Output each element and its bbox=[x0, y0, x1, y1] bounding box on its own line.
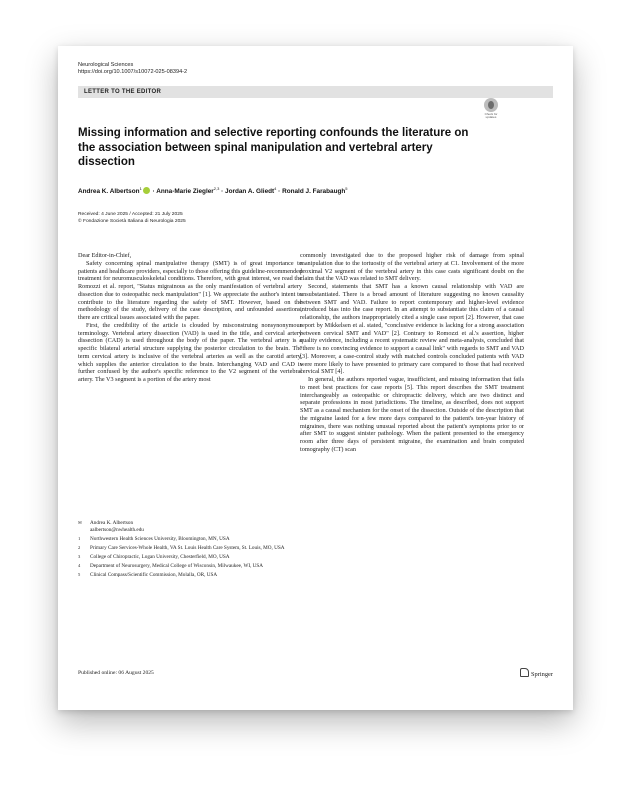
affiliation-number: 1 bbox=[78, 535, 81, 541]
author-affiliation-ref: 5 bbox=[345, 186, 348, 191]
body-paragraph: In general, the authors reported vague, insufficient, and missing information that fails to meet best practices for case reports [5]. This report describes the SMT treatment interchangeably as osteopathic or chiropractic delivery, which are two distinct and separate professions in most jurisdictions. The timeline, as described, does not support SMT as a causal mechanism for the onset of the dissection. Outside of the description that the migraine lasted for a few more days compared to the patient's ten-year history of migraines, there was nothing unusual reported about the patient's symptoms prior to or after SMT to suggest sinister pathology. When the patient presented to the emergency room after three days of persistent migraine, the examination and brain computed tomography (CT) scan bbox=[300, 376, 524, 453]
affiliation-item bbox=[78, 536, 302, 543]
corresponding-author bbox=[78, 520, 302, 533]
body-paragraph: commonly investigated due to the proposed higher risk of damage from spinal manipulation due to the tortuosity of the vertebral artery at C1. Involvement of the more proximal V2 segment of the vertebral artery in this case casts significant doubt on the claim that the VAD was related to SMT delivery. bbox=[300, 252, 524, 283]
body-paragraph: First, the credibility of the article is clouded by misconstruing nonsynonymous terminology. Vertebral artery dissection (VAD) is used in the title, and cervical artery dissection (CAD) is used throughout the body of the paper. The vertebral artery is a specific bilateral arterial structure supplying the posterior circulation to the brain. The term cervical artery is inclusive of the vertebral arteries as well as the carotid artery, which supplies the anterior circulation to the brain. Interchanging VAD and CAD is further confused by the author's specific reference to the V2 segment of the vertebral artery. The V3 segment is a portion of the artery most bbox=[78, 321, 302, 383]
article-type-banner: LETTER TO THE EDITOR bbox=[78, 86, 553, 98]
affiliation-number: 5 bbox=[78, 571, 81, 577]
publisher-logo bbox=[520, 668, 553, 678]
author-affiliation-ref: 2,3 bbox=[213, 186, 220, 191]
affiliation-text: Department of Neurosurgery, Medical College of Wisconsin, Milwaukee, WI, USA bbox=[90, 562, 264, 569]
body-paragraph: Safety concerning spinal manipulative therapy (SMT) is of great importance to patients and healthcare providers, especially to those offering this guideline-recommended treatment for neuromusculoskeletal conditions. Therefore, with great interest, we read the Romozzi et al. report, "Status migrainous as the only manifestation of vertebral artery dissection due to osteopathic neck manipulation" [1]. We appreciate the author's intent to contribute to the literature regarding the safety of SMT. However, based on the methodology of the study, delivery of the case description, and unfounded assertions, there are critical issues associated with the paper. bbox=[78, 259, 302, 321]
body-column-left bbox=[78, 252, 302, 384]
affiliation-item bbox=[78, 563, 302, 570]
affiliation-item bbox=[78, 545, 302, 552]
journal-name: Neurological Sciences bbox=[78, 62, 134, 68]
corresponding-email[interactable]: aalbertson@nwhealth.edu bbox=[90, 526, 144, 533]
affiliation-text: Primary Care Services-Whole Health, VA St. Louis Health Care System, St. Louis, MO, USA bbox=[90, 544, 285, 551]
check-for-updates-badge[interactable] bbox=[482, 98, 500, 120]
paper-page bbox=[58, 46, 573, 710]
corresponding-name: Andrea K. Albertson bbox=[90, 520, 134, 526]
journal-header bbox=[78, 62, 187, 76]
salutation: Dear Editor-in-Chief, bbox=[78, 252, 132, 259]
springer-horse-icon bbox=[520, 668, 529, 677]
check-updates-label: Check for updates bbox=[484, 112, 498, 120]
affiliation-text: College of Chiropractic, Logan University, Chesterfield, MO, USA bbox=[90, 553, 230, 560]
affiliations-block bbox=[78, 520, 302, 581]
affiliation-item bbox=[78, 572, 302, 579]
author-name[interactable]: Andrea K. Albertson bbox=[78, 188, 140, 196]
body-paragraph: Second, statements that SMT has a known causal relationship with VAD are unsubstantiated. There is a broad amount of literature suggesting no known causality between SMT and VAD. Failure to report contemporary and higher-level evidence introduced bias into the case report. In an attempt to substantiate this claim of a causal relationship, the authors inappropriately cited a single case report [2]. However, that case report by Mikkelsen et al. stated, "conclusive evidence is lacking for a strong association between cervical SMT and VAD" [2]. Contrary to Romozzi et al.'s assertion, higher quality evidence, including a recent systematic review and meta-analysis, concluded that "there is no convincing evidence to support a causal link" with regards to SMT and VAD [3]. Moreover, a case-control study with matched controls concluded patients with VAD were more likely to have presented to primary care compared to those that had received cervical SMT [4]. bbox=[300, 283, 524, 376]
publisher-name: Springer bbox=[530, 671, 553, 678]
affiliation-text: Clinical Compass/Scientific Commission, Molalla, OR, USA bbox=[90, 571, 218, 578]
journal-doi[interactable]: https://doi.org/10.1007/s10072-025-08394-2 bbox=[78, 69, 188, 75]
article-dates bbox=[78, 212, 186, 225]
envelope-icon: ✉ bbox=[78, 520, 82, 525]
author-name[interactable]: Ronald J. Farabaugh bbox=[282, 188, 346, 196]
author-list: Andrea K. Albertson$^1$ · Anna-Marie Ziegler$^{2,3}$ · Jordan A. Gliedt$^4$ · Ronald J. Farabaugh$^5$ bbox=[78, 186, 348, 196]
author-name[interactable]: Anna-Marie Ziegler bbox=[156, 188, 214, 196]
author-affiliation-ref: 4 bbox=[274, 186, 277, 191]
author-affiliation-ref: 1 bbox=[139, 186, 142, 191]
copyright-line: © Fondazione Società Italiana di Neurologia 2025 bbox=[78, 218, 186, 224]
affiliation-number: 4 bbox=[78, 562, 81, 568]
orcid-icon[interactable] bbox=[143, 187, 150, 194]
affiliation-number: 3 bbox=[78, 553, 81, 559]
body-column-right bbox=[300, 252, 524, 454]
affiliation-number: 2 bbox=[78, 544, 81, 550]
published-online: Published online: 06 August 2025 bbox=[78, 670, 154, 676]
affiliation-item bbox=[78, 554, 302, 561]
received-accepted: Received: 4 June 2025 / Accepted: 21 July 2025 bbox=[78, 212, 183, 217]
bookmark-icon bbox=[484, 98, 498, 112]
article-title: Missing information and selective reporting confounds the literature on the association between spinal manipulation and vertebral artery dissection bbox=[78, 127, 469, 168]
affiliation-text: Northwestern Health Sciences University, Bloomington, MN, USA bbox=[90, 535, 230, 542]
author-name[interactable]: Jordan A. Gliedt bbox=[225, 188, 275, 196]
